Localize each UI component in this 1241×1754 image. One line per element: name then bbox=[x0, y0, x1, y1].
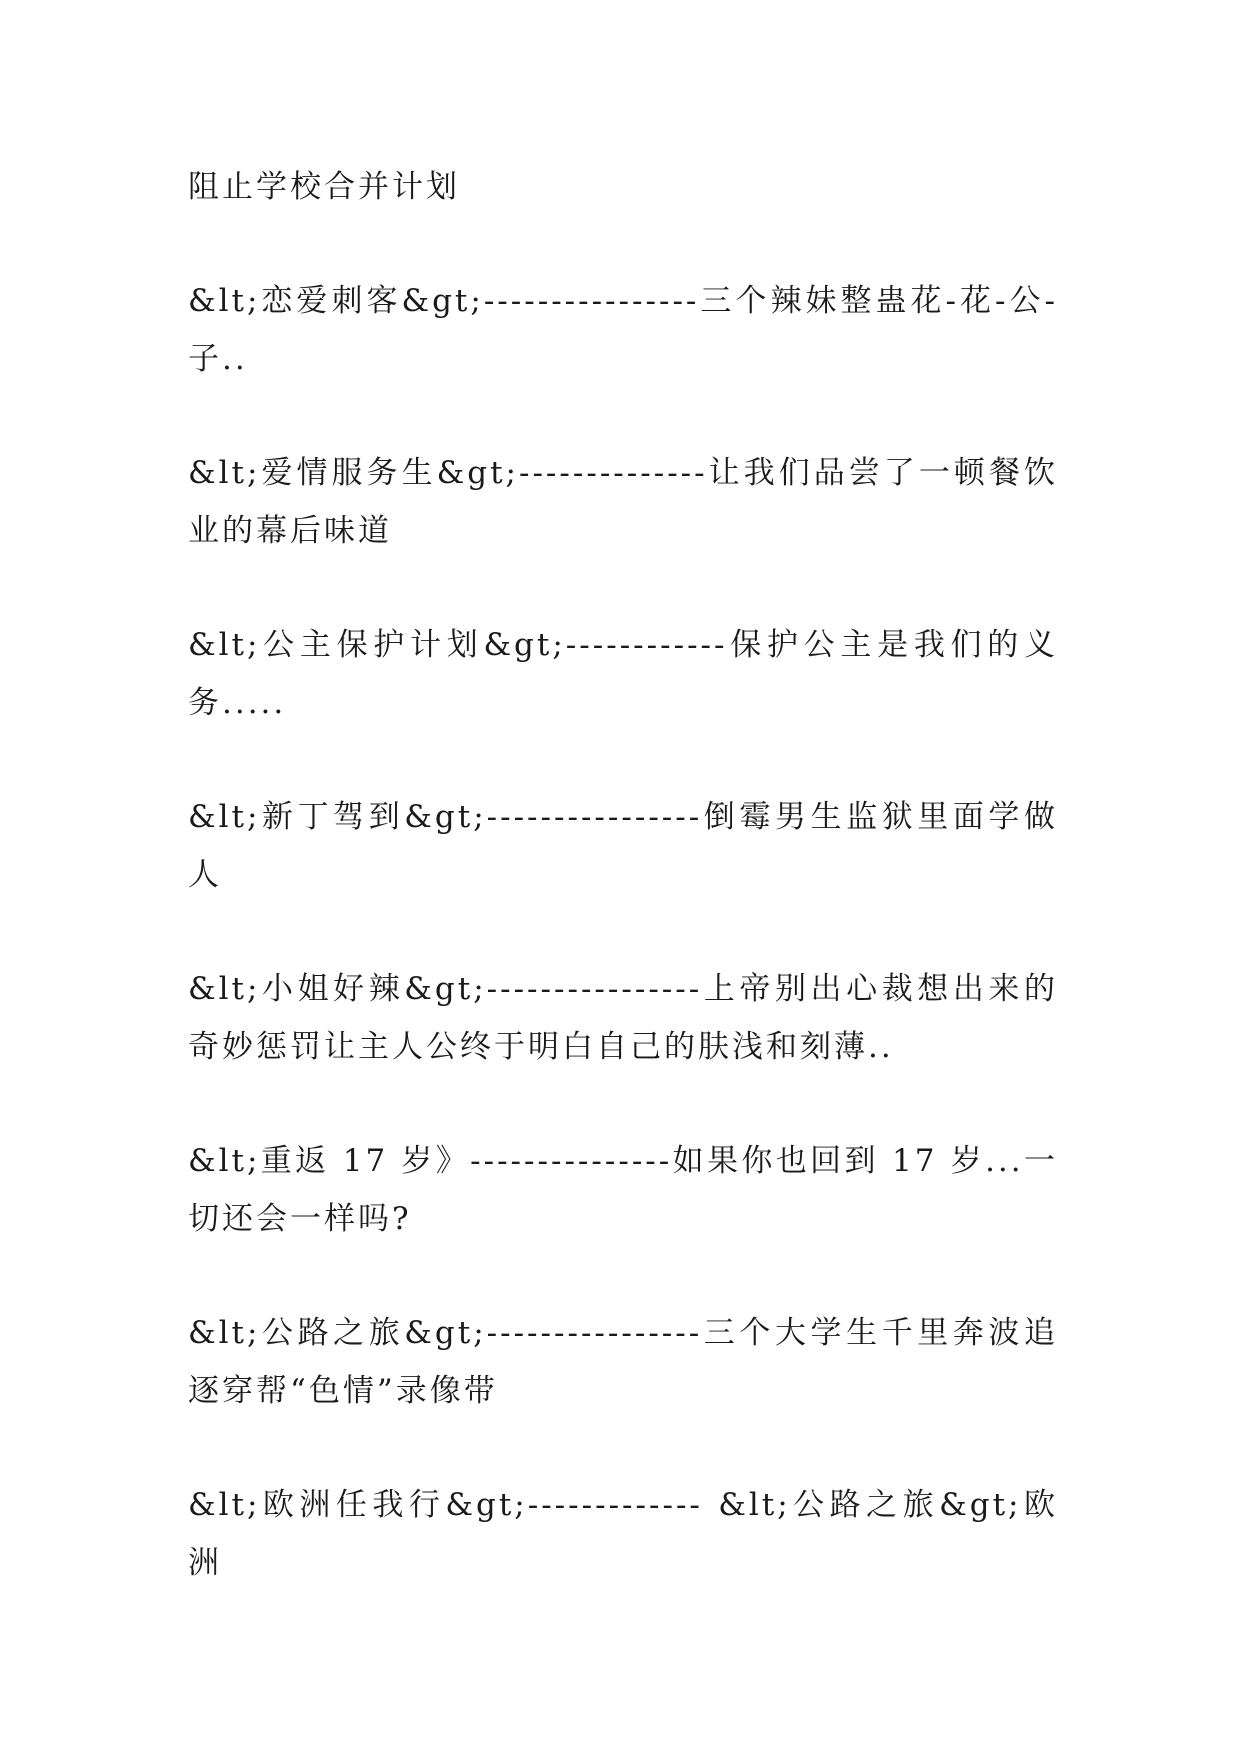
paragraph-movie-entry: &lt;小姐好辣&gt;----------------上帝别出心裁想出来的奇妙惩罚让主人公终于明白自己的肤浅和刻薄.. bbox=[188, 971, 1058, 1065]
document-body bbox=[188, 158, 1058, 1648]
paragraph-movie-entry: &lt;新丁驾到&gt;----------------倒霉男生监狱里面学做人 bbox=[188, 799, 1058, 893]
paragraph-movie-entry: &lt;公路之旅&gt;----------------三个大学生千里奔波追逐穿帮“色情”录像带 bbox=[188, 1315, 1058, 1409]
paragraph-movie-entry: &lt;爱情服务生&gt;--------------让我们品尝了一顿餐饮业的幕后味道 bbox=[188, 455, 1058, 549]
paragraph-movie-entry: &lt;恋爱刺客&gt;----------------三个辣妹整蛊花-花-公-子.. bbox=[188, 283, 1058, 377]
paragraph-title-line: 阻止学校合并计划 bbox=[188, 169, 460, 205]
paragraph-movie-entry: &lt;公主保护计划&gt;------------保护公主是我们的义务..... bbox=[188, 627, 1058, 721]
paragraph-movie-entry: &lt;欧洲任我行&gt;------------- &lt;公路之旅&gt;欧洲 bbox=[188, 1487, 1058, 1581]
paragraph-movie-entry: &lt;重返 17 岁》---------------如果你也回到 17 岁...一切还会一样吗? bbox=[188, 1143, 1058, 1237]
